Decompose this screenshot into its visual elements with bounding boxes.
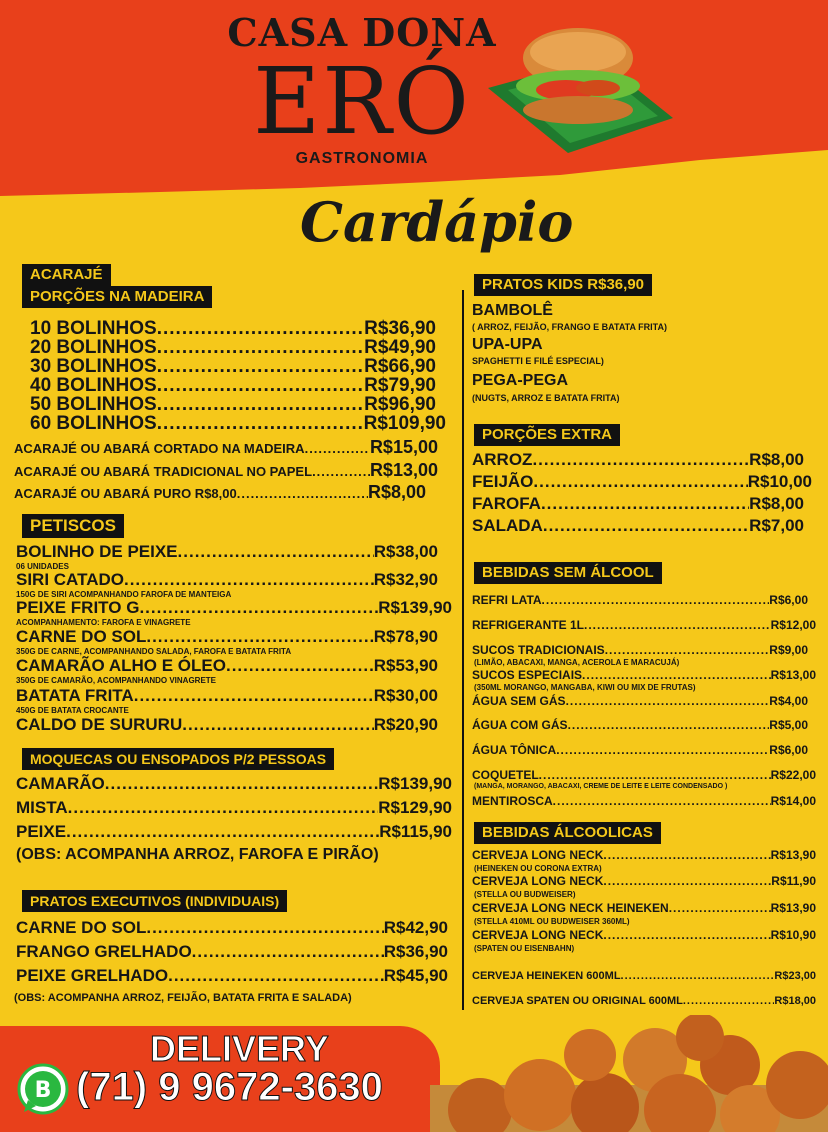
item-name: REFRI LATA — [472, 593, 542, 607]
leader-dots — [146, 918, 383, 938]
leader-dots — [105, 774, 378, 794]
menu-item — [472, 694, 808, 708]
menu-item — [14, 482, 426, 503]
item-note: 350G DE CAMARÃO, ACOMPANHANDO VINAGRETE — [16, 676, 217, 685]
item-price: R$115,90 — [379, 822, 452, 841]
item-note: (MANGA, MORANGO, ABACAXI, CREME DE LEITE E LEITE CONDENSADO ) — [474, 783, 728, 790]
menu-item — [472, 848, 816, 862]
item-note: 06 UNIDADES — [16, 562, 69, 571]
column-divider — [462, 290, 464, 1010]
fried-balls-image — [430, 1015, 828, 1132]
menu-item — [16, 966, 448, 986]
alcoolicas-heading: BEBIDAS ÁLCOOLICAS — [474, 822, 661, 844]
item-price: R$49,90 — [364, 337, 436, 358]
item-price: R$13,00 — [770, 668, 816, 682]
item-name: PEIXE GRELHADO — [16, 966, 169, 985]
menu-item — [472, 643, 808, 657]
item-price: R$10,00 — [747, 472, 812, 491]
menu-item — [472, 618, 816, 632]
leader-dots — [683, 995, 775, 1007]
item-price: R$139,90 — [378, 598, 452, 617]
item-name: ÁGUA TÔNICA — [472, 743, 557, 757]
executivos-heading: PRATOS EXECUTIVOS (INDIVIDUAIS) — [22, 890, 287, 912]
leader-dots — [541, 494, 749, 514]
phone-number[interactable]: (71) 9 9672-3630 — [76, 1065, 383, 1109]
item-name: MENTIROSCA — [472, 794, 553, 808]
menu-item — [16, 942, 448, 962]
menu-item — [472, 668, 816, 682]
item-note: (STELLA 410ML OU BUDWEISER 360ML) — [474, 917, 630, 926]
leader-dots — [182, 715, 373, 735]
leader-dots — [568, 718, 770, 732]
item-price: R$53,90 — [373, 656, 438, 675]
leader-dots — [553, 794, 771, 808]
kids-item-name: UPA-UPA — [472, 336, 543, 353]
kids-heading: PRATOS KIDS R$36,90 — [474, 274, 652, 296]
item-price: R$45,90 — [383, 966, 448, 985]
leader-dots — [566, 694, 770, 708]
menu-item — [472, 516, 804, 536]
item-price: R$13,90 — [770, 901, 816, 915]
menu-item — [30, 413, 446, 435]
leader-dots — [621, 970, 775, 982]
leader-dots — [66, 822, 379, 842]
item-name: SUCOS ESPECIAIS — [472, 668, 583, 682]
item-price: R$109,90 — [363, 413, 446, 434]
leader-dots — [146, 627, 373, 647]
item-price: R$129,90 — [378, 798, 452, 817]
item-note: SPAGHETTI E FILÉ ESPECIAL) — [472, 356, 604, 366]
menu-title: Cardápio — [300, 190, 574, 254]
item-price: R$66,90 — [364, 356, 436, 377]
porcoes-madeira-heading: PORÇÕES NA MADEIRA — [22, 286, 212, 308]
menu-item — [472, 768, 816, 782]
menu-item — [14, 437, 438, 458]
item-price: R$11,90 — [771, 874, 816, 888]
kids-item-name: PEGA-PEGA — [472, 372, 569, 389]
brand-name-top: CASA DONA — [227, 10, 497, 55]
item-price: R$20,90 — [373, 715, 438, 734]
menu-item — [472, 450, 804, 470]
leader-dots — [237, 486, 368, 501]
item-name: CERVEJA LONG NECK — [472, 874, 604, 888]
item-price: R$18,00 — [774, 995, 816, 1007]
item-price: R$5,00 — [769, 718, 808, 732]
item-name: FEIJÃO — [472, 472, 534, 491]
menu-item — [16, 798, 452, 818]
item-price: R$96,90 — [364, 394, 436, 415]
menu-item — [472, 928, 816, 942]
brand-name-main: ERÓ — [253, 48, 471, 155]
item-name: COQUETEL — [472, 768, 539, 782]
leader-dots — [134, 686, 374, 706]
leader-dots — [124, 570, 374, 590]
item-note: (NUGTS, ARROZ E BATATA FRITA) — [472, 393, 620, 403]
item-name: FRANGO GRELHADO — [16, 942, 192, 961]
item-note: (STELLA OU BUDWEISER) — [474, 890, 576, 899]
leader-dots — [532, 450, 749, 470]
item-name: SUCOS TRADICIONAIS — [472, 643, 605, 657]
moquecas-heading: MOQUECAS OU ENSOPADOS P/2 PESSOAS — [22, 748, 334, 770]
item-price: R$6,00 — [769, 593, 808, 607]
menu-item — [472, 901, 816, 915]
svg-text:B: B — [34, 1078, 52, 1103]
item-name: 30 BOLINHOS — [30, 356, 157, 377]
leader-dots — [192, 942, 384, 962]
menu-item — [472, 718, 808, 732]
item-name: SALADA — [472, 516, 543, 535]
menu-item — [472, 995, 816, 1007]
item-note: (HEINEKEN OU CORONA EXTRA) — [474, 864, 602, 873]
item-note: (SPATEN OU EISENBAHN) — [474, 944, 575, 953]
item-price: R$9,00 — [769, 643, 808, 657]
leader-dots — [68, 798, 379, 818]
item-name: CARNE DO SOL — [16, 918, 147, 937]
item-name: 20 BOLINHOS — [30, 337, 157, 358]
item-name: ACARAJÉ OU ABARÁ CORTADO NA MADEIRA — [14, 441, 305, 456]
item-price: R$8,00 — [749, 450, 804, 469]
item-name: CALDO DE SURURU — [16, 715, 183, 734]
acaraje-heading: ACARAJÉ — [22, 264, 111, 286]
item-note: 450G DE BATATA CROCANTE — [16, 706, 129, 715]
item-name: CERVEJA LONG NECK — [472, 848, 604, 862]
menu-item — [16, 570, 438, 590]
item-price: R$14,00 — [770, 794, 816, 808]
item-price: R$23,00 — [774, 970, 816, 982]
menu-item — [16, 822, 452, 842]
item-name: CERVEJA SPATEN OU ORIGINAL 600ML — [472, 995, 683, 1007]
menu-item — [16, 715, 438, 735]
item-price: R$4,00 — [769, 694, 808, 708]
item-note: 350G DE CARNE, ACOMPANHANDO SALADA, FAROFA E BATATA FRITA — [16, 647, 292, 656]
menu-item — [472, 472, 812, 492]
leader-dots — [139, 598, 378, 618]
item-name: ÁGUA SEM GÁS — [472, 694, 566, 708]
item-name: ACARAJÉ OU ABARÁ PURO R$8,00 — [14, 486, 237, 501]
menu-item — [472, 874, 816, 888]
item-price: R$22,00 — [770, 768, 816, 782]
leader-dots — [533, 472, 747, 492]
leader-dots — [539, 768, 771, 782]
item-note: 150G DE SIRI ACOMPANHANDO FAROFA DE MANTEIGA — [16, 590, 232, 599]
leader-dots — [603, 874, 771, 888]
item-name: 10 BOLINHOS — [30, 318, 157, 339]
item-price: R$8,00 — [367, 482, 426, 502]
whatsapp-icon[interactable] — [16, 1062, 70, 1116]
item-name: ACARAJÉ OU ABARÁ TRADICIONAL NO PAPEL — [14, 464, 313, 479]
menu-item — [472, 494, 804, 514]
item-price: R$6,00 — [769, 743, 808, 757]
item-name: ÁGUA COM GÁS — [472, 718, 568, 732]
menu-item — [472, 794, 816, 808]
item-price: R$139,90 — [378, 774, 452, 793]
leader-dots — [168, 966, 384, 986]
item-name: CERVEJA LONG NECK HEINEKEN — [472, 901, 669, 915]
item-price: R$30,00 — [373, 686, 438, 705]
item-price: R$10,90 — [770, 928, 816, 942]
menu-item — [472, 743, 808, 757]
item-note: ACOMPANHAMENTO: FAROFA E VINAGRETE — [16, 618, 191, 627]
menu-item — [472, 593, 808, 607]
delivery-label: DELIVERY — [150, 1028, 329, 1069]
leader-dots — [584, 618, 771, 632]
menu-item — [16, 598, 452, 618]
item-note: ( ARROZ, FEIJÃO, FRANGO E BATATA FRITA) — [472, 322, 667, 332]
item-price: R$78,90 — [373, 627, 438, 646]
item-name: FAROFA — [472, 494, 541, 513]
item-price: R$36,90 — [383, 942, 448, 961]
item-name: CERVEJA HEINEKEN 600ML — [472, 970, 621, 982]
menu-item — [16, 542, 438, 562]
item-price: R$32,90 — [373, 570, 438, 589]
item-name: 50 BOLINHOS — [30, 394, 157, 415]
sem-alcool-heading: BEBIDAS SEM ÁLCOOL — [474, 562, 662, 584]
item-price: R$7,00 — [749, 516, 804, 535]
item-name: BATATA FRITA — [16, 686, 134, 705]
item-name: 60 BOLINHOS — [30, 413, 157, 434]
item-name: REFRIGERANTE 1L — [472, 618, 585, 632]
burger-illustration — [478, 18, 678, 158]
item-name: SIRI CATADO — [16, 570, 124, 589]
kids-item-name: BAMBOLÊ — [472, 302, 553, 319]
petiscos-heading: PETISCOS — [22, 514, 124, 538]
menu-item — [16, 918, 448, 938]
item-name: CERVEJA LONG NECK — [472, 928, 604, 942]
leader-dots — [603, 848, 770, 862]
menu-item — [16, 656, 438, 676]
item-price: R$15,00 — [369, 437, 438, 457]
leader-dots — [603, 928, 770, 942]
item-price: R$8,00 — [749, 494, 804, 513]
leader-dots — [226, 656, 374, 676]
item-note: (LIMÃO, ABACAXI, MANGA, ACEROLA E MARACUJÁ) — [474, 658, 680, 667]
item-price: R$79,90 — [364, 375, 436, 396]
item-name: CARNE DO SOL — [16, 627, 147, 646]
item-price: R$38,00 — [373, 542, 438, 561]
porcoes-extra-heading: PORÇÕES EXTRA — [474, 424, 620, 446]
executivos-obs: (OBS: ACOMPANHA ARROZ, FEIJÃO, BATATA FRITA E SALADA) — [14, 992, 352, 1004]
moquecas-obs: (OBS: ACOMPANHA ARROZ, FAROFA E PIRÃO) — [16, 846, 379, 863]
item-name: 40 BOLINHOS — [30, 375, 157, 396]
leader-dots — [669, 901, 771, 915]
leader-dots — [605, 643, 770, 657]
item-price: R$13,90 — [770, 848, 816, 862]
menu-item — [16, 627, 438, 647]
leader-dots — [556, 743, 769, 757]
menu-item — [16, 686, 438, 706]
leader-dots — [542, 593, 770, 607]
item-name: PEIXE — [16, 822, 67, 841]
item-price: R$36,90 — [364, 318, 436, 339]
item-price: R$12,00 — [770, 618, 816, 632]
item-name: ARROZ — [472, 450, 533, 469]
item-note: (350ML MORANGO, MANGABA, KIWI OU MIX DE FRUTAS) — [474, 683, 696, 692]
menu-item — [14, 460, 438, 481]
leader-dots — [178, 542, 374, 562]
item-price: R$13,00 — [369, 460, 438, 480]
leader-dots — [582, 668, 771, 682]
menu-item — [472, 970, 816, 982]
brand-subtitle: GASTRONOMIA — [295, 150, 429, 167]
item-name: CAMARÃO — [16, 774, 105, 793]
leader-dots — [312, 464, 370, 479]
leader-dots — [157, 413, 364, 435]
item-name: CAMARÃO ALHO E ÓLEO — [16, 656, 226, 675]
leader-dots — [305, 441, 370, 456]
menu-item — [16, 774, 452, 794]
leader-dots — [543, 516, 749, 536]
item-price: R$42,90 — [383, 918, 448, 937]
item-name: MISTA — [16, 798, 68, 817]
item-name: BOLINHO DE PEIXE — [16, 542, 178, 561]
item-name: PEIXE FRITO G — [16, 598, 140, 617]
